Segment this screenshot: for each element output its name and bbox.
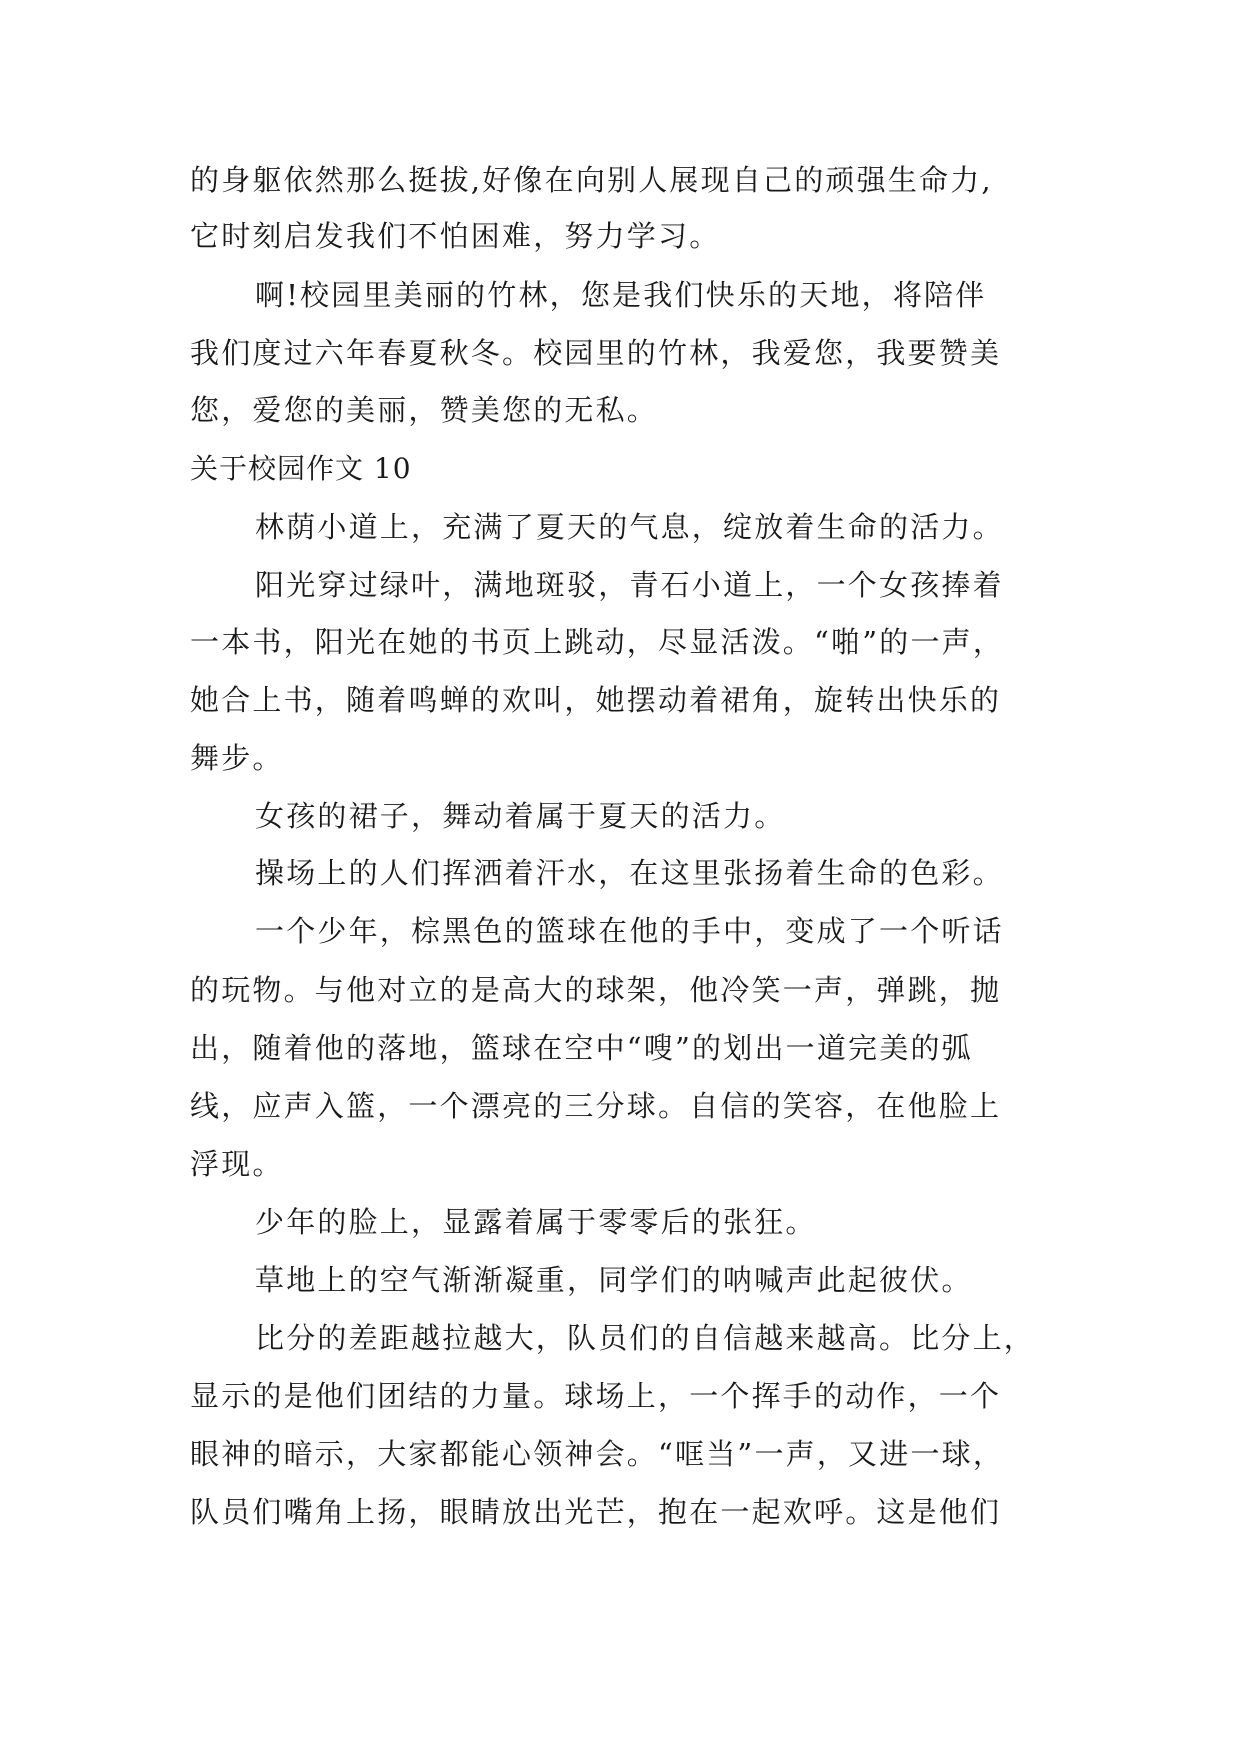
paragraph-start: 林荫小道上，充满了夏天的气息，绽放着生命的活力。 (255, 510, 1004, 544)
paragraph-start: 比分的差距越拉越大，队员们的自信越来越高。比分上， (255, 1321, 1036, 1355)
paragraph-start: 少年的脸上，显露着属于零零后的张狂。 (255, 1205, 817, 1239)
text-line: 出，随着他的落地，篮球在空中“嗖”的划出一道完美的弧 (190, 1031, 973, 1065)
paragraph-start: 啊!校园里美丽的竹林，您是我们快乐的天地，将陪伴 (255, 278, 987, 312)
paragraph-start: 草地上的空气渐渐凝重，同学们的呐喊声此起彼伏。 (255, 1263, 973, 1297)
text-line: 的玩物。与他对立的是高大的球架，他冷笑一声，弹跳，抛 (190, 973, 1002, 1007)
text-line: 显示的是他们团结的力量。球场上，一个挥手的动作，一个 (190, 1379, 1002, 1413)
text-line: 她合上书，随着鸣蝉的欢叫，她摆动着裙角，旋转出快乐的 (190, 683, 1002, 717)
text-line: 我们度过六年春夏秋冬。校园里的竹林，我爱您，我要赞美 (190, 336, 1002, 370)
section-heading: 关于校园作文 10 (190, 452, 412, 485)
text-line: 的身躯依然那么挺拔,好像在向别人展现自己的顽强生命力, (190, 163, 993, 197)
text-line: 它时刻启发我们不怕困难，努力学习。 (190, 219, 721, 253)
paragraph-start: 女孩的裙子，舞动着属于夏天的活力。 (255, 799, 786, 833)
text-line: 一本书，阳光在她的书页上跳动，尽显活泼。“啪”的一声， (190, 625, 1005, 659)
text-line: 您，爱您的美丽，赞美您的无私。 (190, 393, 659, 427)
paragraph-start: 一个少年，棕黑色的篮球在他的手中，变成了一个听话 (255, 914, 1004, 948)
paragraph-start: 阳光穿过绿叶，满地斑驳，青石小道上，一个女孩捧着 (255, 568, 1004, 602)
text-line: 线，应声入篮，一个漂亮的三分球。自信的笑容，在他脸上 (190, 1089, 1002, 1123)
paragraph-start: 操场上的人们挥洒着汗水，在这里张扬着生命的色彩。 (255, 856, 1004, 890)
text-line: 队员们嘴角上扬，眼睛放出光芒，抱在一起欢呼。这是他们 (190, 1495, 1002, 1529)
text-line: 舞步。 (190, 741, 284, 775)
text-line: 浮现。 (190, 1147, 284, 1181)
text-line: 眼神的暗示，大家都能心领神会。“哐当”一声，又进一球， (190, 1437, 1005, 1471)
